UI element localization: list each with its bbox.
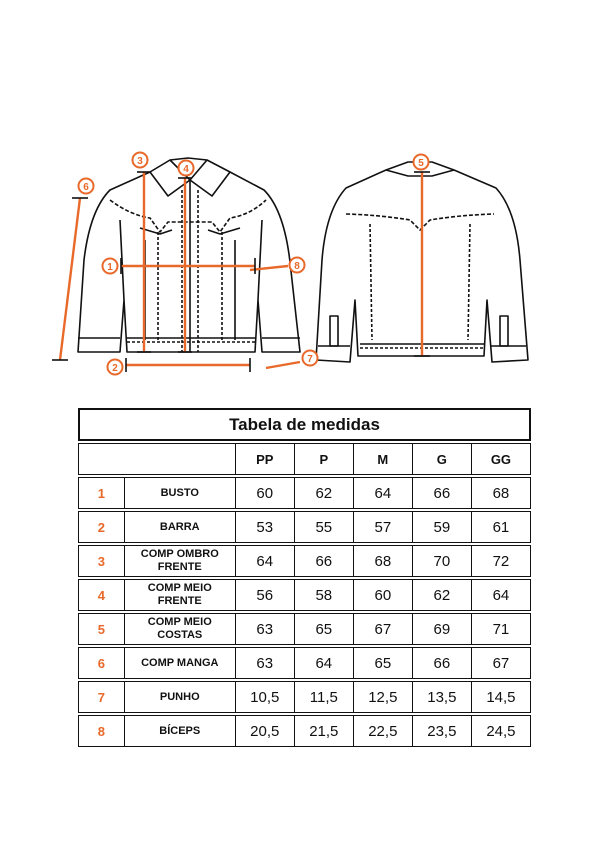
measurement-value: 69 xyxy=(412,613,471,645)
measurement-value: 21,5 xyxy=(294,715,353,747)
size-header: M xyxy=(353,443,412,475)
row-number: 3 xyxy=(78,545,124,577)
measurement-value: 53 xyxy=(235,511,294,543)
marker-3 xyxy=(133,153,148,168)
header-empty-cell xyxy=(78,443,235,475)
measurement-value: 20,5 xyxy=(235,715,294,747)
measurement-value: 67 xyxy=(353,613,412,645)
measurement-name: BÍCEPS xyxy=(124,715,235,747)
measurement-value: 22,5 xyxy=(353,715,412,747)
measurement-value: 66 xyxy=(294,545,353,577)
jacket-measurement-diagram xyxy=(0,130,596,390)
measurement-value: 58 xyxy=(294,579,353,611)
measurement-value: 71 xyxy=(471,613,531,645)
marker-2 xyxy=(108,360,123,375)
measurement-value: 10,5 xyxy=(235,681,294,713)
table-title: Tabela de medidas xyxy=(78,408,531,441)
marker-5 xyxy=(414,155,429,170)
table-row xyxy=(78,681,531,713)
marker-1 xyxy=(103,259,118,274)
row-number: 2 xyxy=(78,511,124,543)
measurement-value: 66 xyxy=(412,477,471,509)
marker-6 xyxy=(79,179,94,194)
marker-8 xyxy=(290,258,305,273)
size-header: G xyxy=(412,443,471,475)
measurement-value: 70 xyxy=(412,545,471,577)
measurement-value: 66 xyxy=(412,647,471,679)
row-number: 8 xyxy=(78,715,124,747)
measurement-name: BUSTO xyxy=(124,477,235,509)
measurement-name: COMP MEIO COSTAS xyxy=(124,613,235,645)
measurement-value: 63 xyxy=(235,647,294,679)
measurement-value: 68 xyxy=(471,477,531,509)
row-number: 5 xyxy=(78,613,124,645)
measurement-value: 57 xyxy=(353,511,412,543)
svg-text:4: 4 xyxy=(183,164,189,175)
measurement-value: 11,5 xyxy=(294,681,353,713)
marker-7 xyxy=(303,351,318,366)
measurement-value: 64 xyxy=(353,477,412,509)
measurement-name: COMP MEIO FRENTE xyxy=(124,579,235,611)
measurement-value: 61 xyxy=(471,511,531,543)
table-row xyxy=(78,545,531,577)
measurement-value: 64 xyxy=(294,647,353,679)
measurement-value: 64 xyxy=(235,545,294,577)
measurement-value: 63 xyxy=(235,613,294,645)
measurement-name: COMP MANGA xyxy=(124,647,235,679)
size-table xyxy=(78,408,531,747)
table-row xyxy=(78,647,531,679)
measurement-value: 56 xyxy=(235,579,294,611)
measurement-value: 13,5 xyxy=(412,681,471,713)
row-number: 4 xyxy=(78,579,124,611)
table-row xyxy=(78,613,531,645)
marker-4 xyxy=(179,161,194,176)
measurement-value: 62 xyxy=(412,579,471,611)
row-number: 7 xyxy=(78,681,124,713)
table-row xyxy=(78,511,531,543)
size-header: PP xyxy=(235,443,294,475)
measurement-value: 65 xyxy=(294,613,353,645)
measurement-value: 24,5 xyxy=(471,715,531,747)
measurement-value: 12,5 xyxy=(353,681,412,713)
measurement-value: 68 xyxy=(353,545,412,577)
row-number: 1 xyxy=(78,477,124,509)
front-jacket-drawing xyxy=(78,158,300,352)
table-row xyxy=(78,579,531,611)
measurement-name: PUNHO xyxy=(124,681,235,713)
table-header-row xyxy=(78,443,531,475)
measurement-value: 65 xyxy=(353,647,412,679)
svg-text:6: 6 xyxy=(83,182,89,193)
svg-text:5: 5 xyxy=(418,158,424,169)
measurement-value: 72 xyxy=(471,545,531,577)
measurement-value: 67 xyxy=(471,647,531,679)
measurement-name: BARRA xyxy=(124,511,235,543)
svg-text:2: 2 xyxy=(112,363,118,374)
measurement-value: 55 xyxy=(294,511,353,543)
svg-text:7: 7 xyxy=(307,354,313,365)
measurement-value: 60 xyxy=(235,477,294,509)
row-number: 6 xyxy=(78,647,124,679)
measurement-value: 62 xyxy=(294,477,353,509)
measurement-value: 14,5 xyxy=(471,681,531,713)
measurement-value: 64 xyxy=(471,579,531,611)
size-header: GG xyxy=(471,443,531,475)
svg-text:3: 3 xyxy=(137,156,143,167)
svg-text:1: 1 xyxy=(107,262,113,273)
measurement-value: 60 xyxy=(353,579,412,611)
size-header: P xyxy=(294,443,353,475)
measurement-name: COMP OMBRO FRENTE xyxy=(124,545,235,577)
table-row xyxy=(78,715,531,747)
svg-text:8: 8 xyxy=(294,261,300,272)
measurement-value: 23,5 xyxy=(412,715,471,747)
table-row xyxy=(78,477,531,509)
measurement-value: 59 xyxy=(412,511,471,543)
